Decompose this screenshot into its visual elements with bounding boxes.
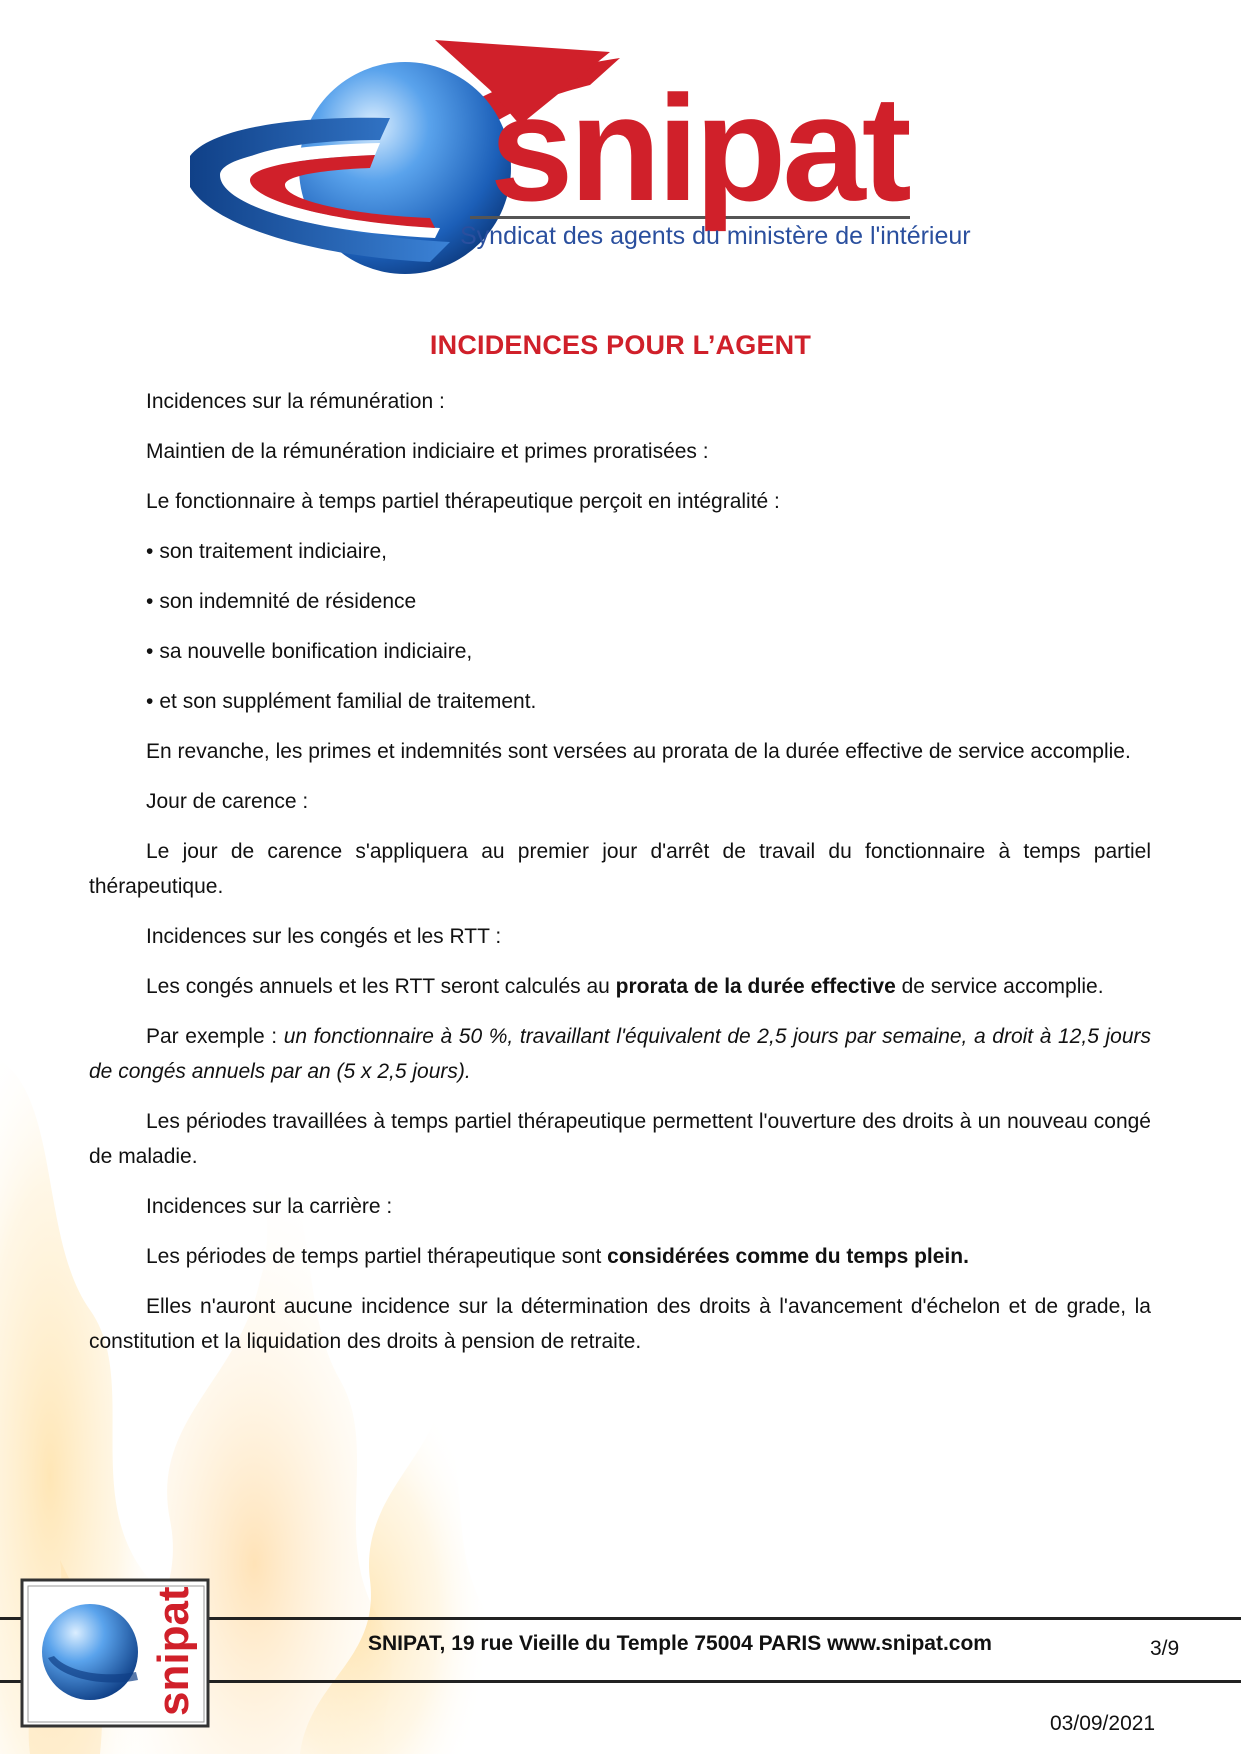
bullet-icon: • bbox=[146, 690, 154, 713]
emphasis-text: considérées comme du temps plein. bbox=[607, 1245, 969, 1268]
emphasis-text: prorata de la durée effective bbox=[615, 975, 896, 998]
list-item: • et son supplément familial de traitement. bbox=[146, 690, 537, 713]
paragraph: Incidences sur la rémunération : bbox=[146, 390, 445, 413]
list-item: • son traitement indiciaire, bbox=[146, 540, 387, 563]
document-date: 03/09/2021 bbox=[1050, 1712, 1156, 1735]
list-item: • son indemnité de résidence bbox=[146, 590, 417, 613]
page-title: INCIDENCES POUR L’AGENT bbox=[429, 330, 812, 360]
logo-wordmark: snipat bbox=[490, 64, 908, 232]
paragraph: Maintien de la rémunération indiciaire et primes proratisées : bbox=[146, 440, 709, 463]
paragraph: Jour de carence : bbox=[146, 790, 309, 813]
footer-address: SNIPAT, 19 rue Vieille du Temple 75004 PARIS www.snipat.com bbox=[368, 1632, 992, 1655]
paragraph: Par exemple : un fonctionnaire à 50 %, travaillant l'équivalent de 2,5 jours par semaine, a droit à 12,5 jours de congés annuels par an (5 x 2,5 jours). bbox=[89, 1025, 1151, 1083]
paragraph: Elles n'auront aucune incidence sur la détermination des droits à l'avancement d'échelon et de grade, la constitution et la liquidation des droits à pension de retraite. bbox=[89, 1295, 1151, 1353]
paragraph: Les périodes travaillées à temps partiel thérapeutique permettent l'ouverture des droits à un nouveau congé de maladie. bbox=[89, 1110, 1151, 1168]
paragraph: Les congés annuels et les RTT seront calculés au prorata de la durée effective de service accomplie. bbox=[146, 975, 1104, 998]
page-number: 3/9 bbox=[1150, 1637, 1180, 1660]
paragraph: Incidences sur les congés et les RTT : bbox=[146, 925, 502, 948]
logo-tagline: Syndicat des agents du ministère de l'intérieur bbox=[460, 222, 971, 250]
paragraph: Le jour de carence s'appliquera au premier jour d'arrêt de travail du fonctionnaire à temps partiel thérapeutique. bbox=[89, 840, 1151, 898]
list-item: • sa nouvelle bonification indiciaire, bbox=[146, 640, 473, 663]
paragraph: Incidences sur la carrière : bbox=[146, 1195, 393, 1218]
paragraph: En revanche, les primes et indemnités sont versées au prorata de la durée effective de service accomplie. bbox=[146, 740, 1131, 763]
paragraph: Les périodes de temps partiel thérapeutique sont considérées comme du temps plein. bbox=[146, 1245, 969, 1268]
paragraph: Le fonctionnaire à temps partiel thérapeutique perçoit en intégralité : bbox=[146, 490, 780, 513]
footer-logo-wordmark: snipat bbox=[149, 1586, 198, 1716]
bullet-icon: • bbox=[146, 540, 154, 563]
bullet-icon: • bbox=[146, 640, 154, 663]
document-body bbox=[89, 384, 1151, 1374]
example-text: un fonctionnaire à 50 %, travaillant l'équivalent de 2,5 jours par semaine, a droit à 12,5 jours de congés annuels par an (5 x 2,5 jours). bbox=[89, 1025, 1151, 1083]
footer-logo bbox=[18, 1576, 218, 1736]
bullet-icon: • bbox=[146, 590, 154, 613]
snipat-logo bbox=[190, 30, 1040, 300]
